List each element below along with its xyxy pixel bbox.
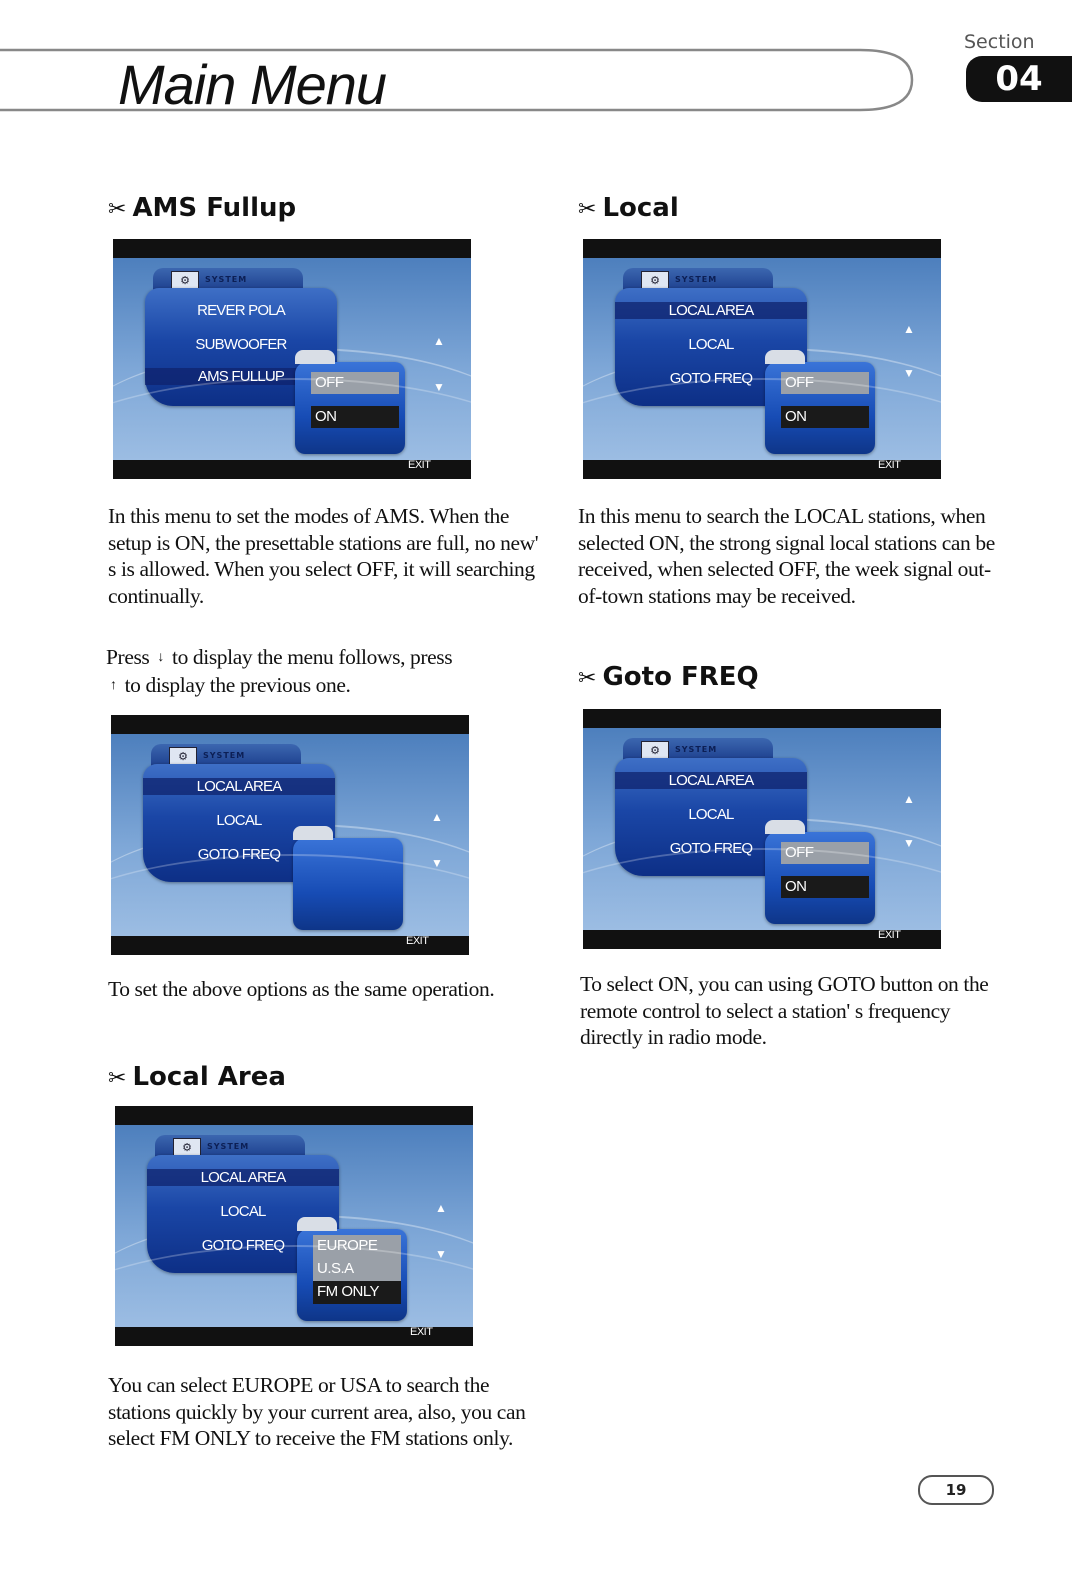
up-arrow-icon[interactable]: ▲	[433, 334, 445, 348]
option-on[interactable]: ON	[781, 876, 869, 898]
menu-item[interactable]: SUBWOOFER	[195, 336, 287, 353]
scissors-bullet-icon: ✂	[108, 197, 127, 222]
press-instructions: Press ↓ to display the menu follows, press ↑ to display the previous one.	[106, 644, 536, 699]
menu-item[interactable]: REVER POLA	[197, 302, 285, 319]
menu-item[interactable]: LOCAL	[216, 812, 262, 829]
menu-item[interactable]: GOTO FREQ	[201, 1237, 285, 1254]
option-off[interactable]: OFF	[781, 372, 869, 394]
screen-local-area: ⚙ SYSTEM LOCAL AREA LOCAL GOTO FREQ EUROPE U.S.A FM ONLY ▲ ▼ EXIT	[115, 1106, 473, 1346]
local-description: In this menu to search the LOCAL stations, when selected ON, the strong signal local stations can be received, when selected OFF, the week signal out-of-town stations may be received.	[578, 504, 995, 608]
screen-goto-freq: ⚙ SYSTEM LOCAL AREA LOCAL GOTO FREQ OFF ON ▲ ▼ EXIT	[583, 709, 941, 949]
screen-local: ⚙ SYSTEM LOCAL AREA LOCAL GOTO FREQ OFF ON ▲ ▼ EXIT	[583, 239, 941, 479]
menu-item[interactable]: GOTO FREQ	[197, 846, 281, 863]
section-label: Section	[964, 31, 1035, 53]
heading-ams-fullup: ✂ AMS Fullup	[108, 193, 297, 223]
down-arrow-icon[interactable]: ▼	[431, 856, 443, 870]
exit-button[interactable]: EXIT	[878, 459, 901, 471]
down-arrow-icon[interactable]: ▼	[903, 836, 915, 850]
menu-item[interactable]: AMS FULLUP	[145, 368, 337, 385]
up-arrow-icon[interactable]: ▲	[903, 322, 915, 336]
menu-item[interactable]: LOCAL AREA	[615, 302, 807, 319]
option-usa[interactable]: U.S.A	[313, 1258, 401, 1281]
same-operation-note: To set the above options as the same operation.	[108, 977, 495, 1001]
up-arrow-icon[interactable]: ▲	[903, 792, 915, 806]
system-icon: ⚙	[641, 741, 669, 761]
scissors-bullet-icon: ✂	[578, 197, 597, 222]
menu-item[interactable]: LOCAL AREA	[615, 772, 807, 789]
menu-item[interactable]: LOCAL	[688, 806, 734, 823]
heading-local-area: ✂ Local Area	[108, 1062, 286, 1092]
screen-system-empty-submenu: ⚙ SYSTEM LOCAL AREA LOCAL GOTO FREQ ▲ ▼ EXIT	[111, 715, 469, 955]
menu-item[interactable]: LOCAL	[220, 1203, 266, 1220]
down-arrow-icon: ↓	[157, 650, 165, 665]
exit-button[interactable]: EXIT	[878, 929, 901, 941]
option-europe[interactable]: EUROPE	[313, 1235, 401, 1258]
menu-item[interactable]: GOTO FREQ	[669, 370, 753, 387]
section-badge: 04	[966, 56, 1072, 102]
page-title: Main Menu	[118, 53, 387, 116]
scissors-bullet-icon: ✂	[578, 666, 597, 691]
down-arrow-icon[interactable]: ▼	[903, 366, 915, 380]
option-on[interactable]: ON	[311, 406, 399, 428]
down-arrow-icon[interactable]: ▼	[435, 1247, 447, 1261]
heading-goto-freq: ✂ Goto FREQ	[578, 662, 759, 692]
ams-description: In this menu to set the modes of AMS. When the setup is ON, the presettable stations are full, no new' s is allowed. When you select OFF, it will searching continually.	[108, 504, 539, 608]
exit-button[interactable]: EXIT	[410, 1326, 433, 1338]
scissors-bullet-icon: ✂	[108, 1066, 127, 1091]
up-arrow-icon[interactable]: ▲	[435, 1201, 447, 1215]
goto-description: To select ON, you can using GOTO button on the remote control to select a station' s frequency directly in radio mode.	[580, 972, 989, 1049]
up-arrow-icon[interactable]: ▲	[431, 810, 443, 824]
system-icon: ⚙	[641, 271, 669, 291]
page-number: 19	[918, 1475, 994, 1505]
up-arrow-icon: ↑	[110, 677, 117, 693]
option-fm-only[interactable]: FM ONLY	[313, 1281, 401, 1304]
menu-item[interactable]: LOCAL	[688, 336, 734, 353]
menu-item[interactable]: GOTO FREQ	[669, 840, 753, 857]
option-off[interactable]: OFF	[781, 842, 869, 864]
heading-local: ✂ Local	[578, 193, 679, 223]
system-icon: ⚙	[173, 1138, 201, 1158]
exit-button[interactable]: EXIT	[408, 459, 431, 471]
option-on[interactable]: ON	[781, 406, 869, 428]
menu-item[interactable]: LOCAL AREA	[147, 1169, 339, 1186]
menu-item[interactable]: LOCAL AREA	[143, 778, 335, 795]
local-area-description: You can select EUROPE or USA to search the stations quickly by your current area, also, you can select FM ONLY to receive the FM stations only.	[108, 1373, 526, 1450]
screen-ams-fullup: ⚙ SYSTEM REVER POLA SUBWOOFER AMS FULLUP OFF ON ▲ ▼ EXIT	[113, 239, 471, 479]
down-arrow-icon[interactable]: ▼	[433, 380, 445, 394]
system-icon: ⚙	[171, 271, 199, 291]
exit-button[interactable]: EXIT	[406, 935, 429, 947]
option-off[interactable]: OFF	[311, 372, 399, 394]
system-icon: ⚙	[169, 747, 197, 767]
